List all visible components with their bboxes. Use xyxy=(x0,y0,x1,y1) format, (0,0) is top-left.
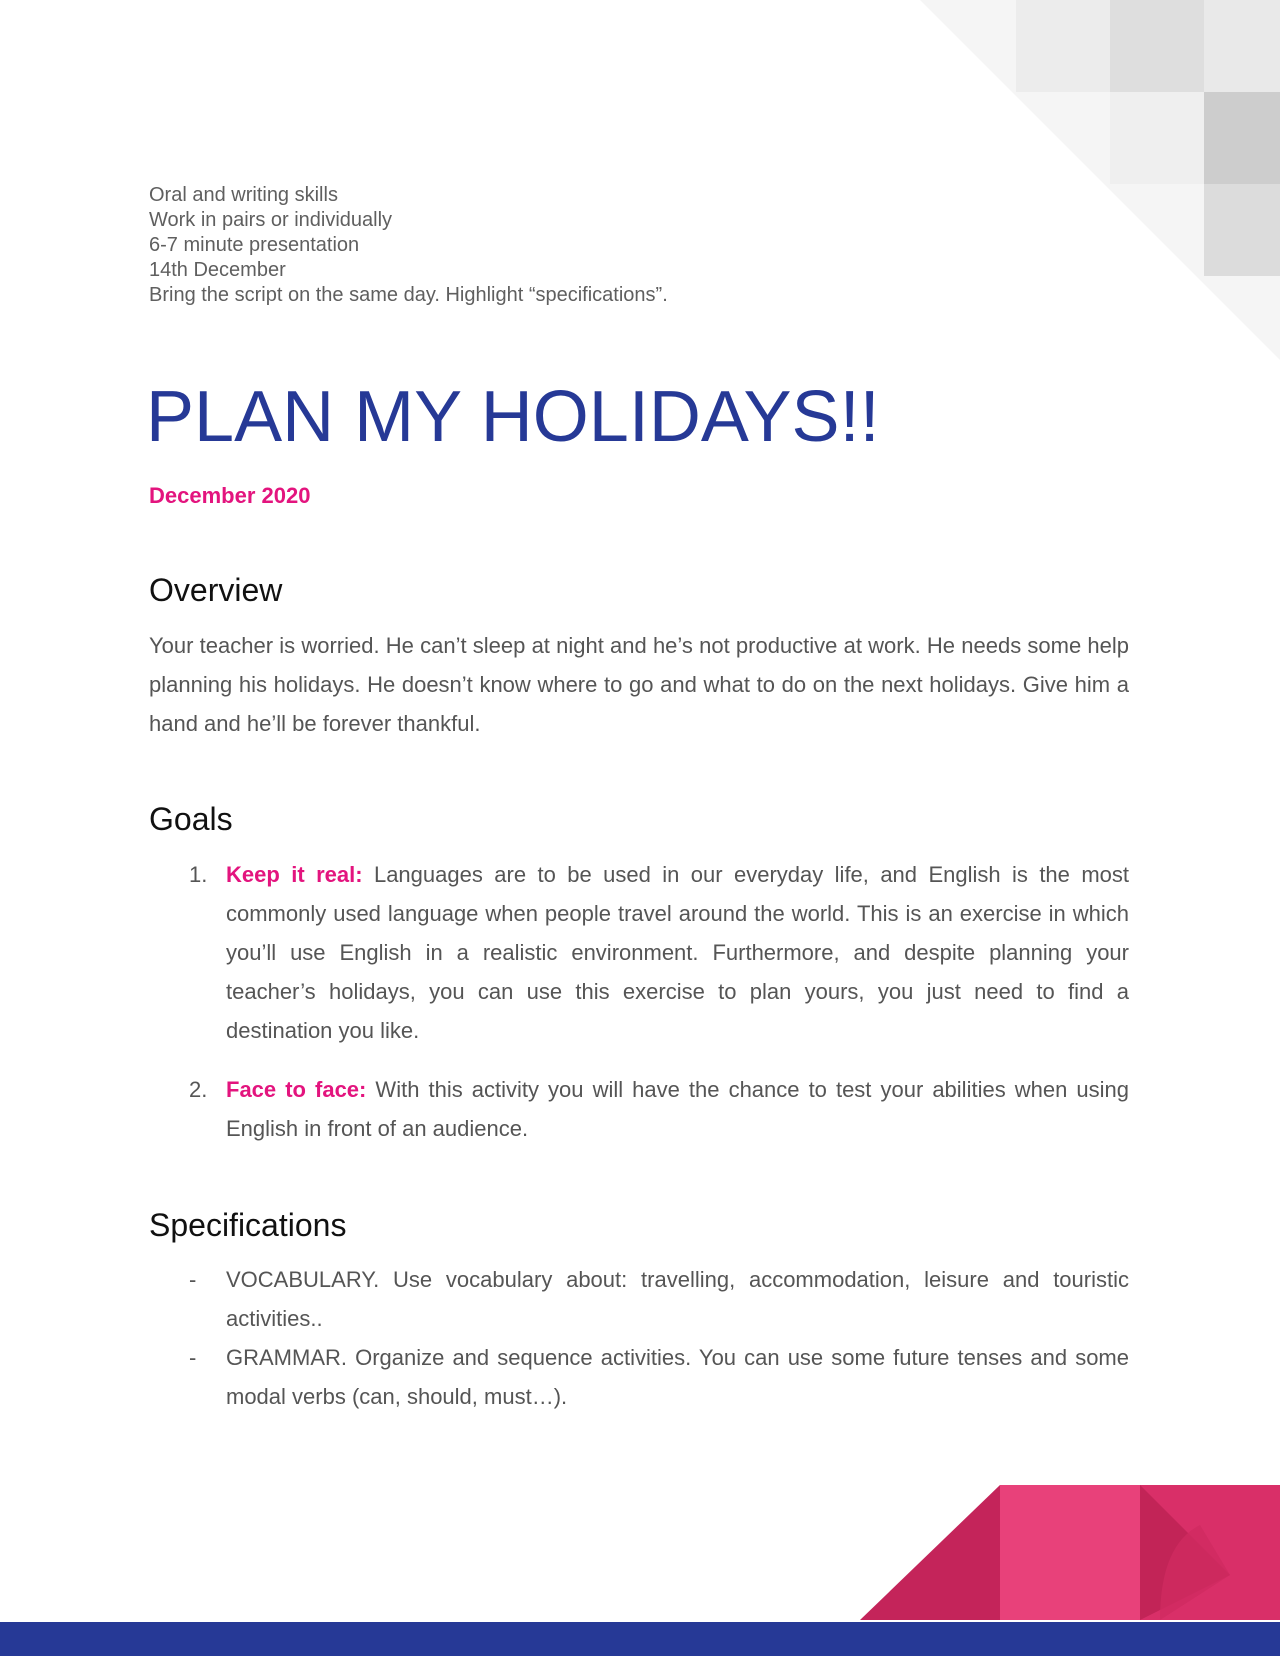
goal-item xyxy=(149,1070,1129,1148)
spec-bullet: - xyxy=(189,1345,197,1370)
specifications-heading: Specifications xyxy=(149,1207,347,1243)
goal-text: Languages are to be used in our everyday life, and English is the most commonly used language when people travel around the world. This is an exercise in which you’ll use English in a realistic environment. Furthermore, and despite planning your teacher’s holidays, you can use this exercise to plan yours, you just need to find a destination you like. xyxy=(226,862,1129,1043)
overview-heading: Overview xyxy=(149,572,283,608)
document-title: PLAN MY HOLIDAYS!! xyxy=(146,377,880,457)
spec-text: GRAMMAR. Organize and sequence activities. You can use some future tenses and some modal verbs (can, should, must…). xyxy=(226,1345,1129,1409)
spec-bullet: - xyxy=(189,1267,197,1292)
bottom-right-pink-decoration xyxy=(860,1485,1280,1625)
detail-instructions: Bring the script on the same day. Highlight “specifications”. xyxy=(149,284,668,306)
assignment-details xyxy=(149,183,668,308)
top-right-grid-decoration xyxy=(900,0,1280,360)
goal-item xyxy=(149,855,1129,1050)
footer-bar xyxy=(0,1622,1280,1656)
goals-heading: Goals xyxy=(149,801,233,837)
detail-grouping: Work in pairs or individually xyxy=(149,209,393,231)
specifications-list xyxy=(149,1260,1129,1416)
detail-date: 14th December xyxy=(149,259,286,281)
goal-text: With this activity you will have the chance to test your abilities when using English in front of an audience. xyxy=(226,1077,1129,1141)
goal-number: 2. xyxy=(189,1077,208,1102)
goal-number: 1. xyxy=(189,862,208,887)
goal-lead: Keep it real: xyxy=(226,862,363,887)
goals-list xyxy=(149,855,1129,1148)
detail-skills: Oral and writing skills xyxy=(149,184,338,206)
spec-text: VOCABULARY. Use vocabulary about: travelling, accommodation, leisure and touristic activities.. xyxy=(226,1267,1129,1331)
spec-item xyxy=(149,1260,1129,1338)
detail-duration: 6-7 minute presentation xyxy=(149,234,360,256)
goal-lead: Face to face: xyxy=(226,1077,367,1102)
spec-item xyxy=(149,1338,1129,1416)
overview-text: Your teacher is worried. He can’t sleep at night and he’s not productive at work. He needs some help planning his holidays. He doesn’t know where to go and what to do on the next holidays. Give him a hand and he’ll be forever thankful. xyxy=(149,633,1129,736)
document-date: December 2020 xyxy=(149,483,311,508)
